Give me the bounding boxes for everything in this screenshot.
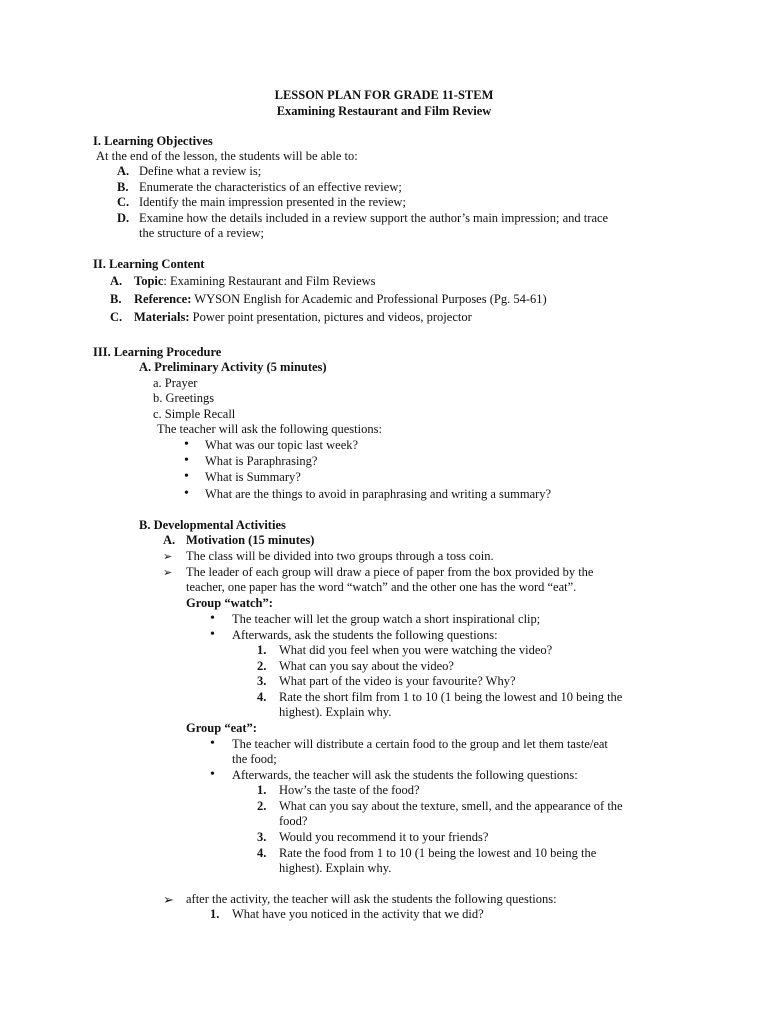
recall-question: What is Paraphrasing?	[205, 454, 318, 468]
question-number: 3.	[257, 674, 267, 688]
content-item-reference	[134, 292, 547, 308]
preliminary-step: a. Prayer	[153, 376, 198, 390]
arrow-bullet-icon: ➢	[163, 551, 173, 563]
question-number: 1.	[257, 783, 267, 797]
objectives-intro: At the end of the lesson, the students will be able to:	[96, 149, 358, 163]
eat-question-continuation: food?	[279, 814, 308, 828]
content-marker: C.	[110, 310, 123, 324]
question-number: 1.	[257, 643, 267, 657]
bullet-icon: •	[184, 453, 189, 468]
content-marker: B.	[110, 292, 122, 306]
eat-question-continuation: highest). Explain why.	[279, 861, 392, 875]
developmental-heading: B. Developmental Activities	[139, 518, 286, 532]
objective-marker: C.	[117, 195, 130, 209]
group-eat-step: Afterwards, the teacher will ask the students the following questions:	[232, 768, 578, 782]
recall-question: What is Summary?	[205, 470, 301, 484]
watch-question-continuation: highest). Explain why.	[279, 705, 392, 719]
watch-question: Rate the short film from 1 to 10 (1 being the lowest and 10 being the	[279, 690, 623, 704]
motivation-step: The leader of each group will draw a piece of paper from the box provided by the	[186, 565, 594, 579]
after-question: What have you noticed in the activity that we did?	[232, 907, 484, 921]
objective-marker: B.	[117, 180, 129, 194]
content-value: WYSON English for Academic and Professional Purposes (Pg. 54-61)	[191, 292, 547, 306]
objective-item: Identify the main impression presented in the review;	[139, 195, 406, 209]
eat-question: What can you say about the texture, smell, and the appearance of the	[279, 799, 623, 813]
content-label: Topic	[134, 274, 164, 288]
content-item-materials	[134, 310, 472, 326]
group-watch-heading: Group “watch”:	[186, 596, 273, 610]
preliminary-step: b. Greetings	[153, 391, 215, 405]
preliminary-intro: The teacher will ask the following questions:	[157, 422, 382, 436]
recall-question: What are the things to avoid in paraphrasing and writing a summary?	[205, 487, 552, 501]
preliminary-step: c. Simple Recall	[153, 407, 236, 421]
eat-question: Rate the food from 1 to 10 (1 being the lowest and 10 being the	[279, 846, 597, 860]
objectives-heading: I. Learning Objectives	[93, 134, 213, 148]
arrow-bullet-icon: ➢	[163, 567, 173, 579]
question-number: 4.	[257, 690, 267, 704]
document-subtitle: Examining Restaurant and Film Review	[276, 104, 492, 118]
watch-question: What part of the video is your favourite? Why?	[279, 674, 516, 688]
content-heading: II. Learning Content	[93, 257, 205, 271]
watch-question: What did you feel when you were watching the video?	[279, 643, 553, 657]
question-number: 4.	[257, 846, 267, 860]
eat-question: Would you recommend it to your friends?	[279, 830, 489, 844]
objective-marker: D.	[117, 211, 130, 225]
objective-item: Define what a review is;	[139, 164, 262, 178]
question-number: 3.	[257, 830, 267, 844]
bullet-icon: •	[184, 469, 189, 484]
bullet-icon: •	[210, 736, 215, 751]
document-title: LESSON PLAN FOR GRADE 11-STEM	[274, 88, 494, 102]
group-eat-heading: Group “eat”:	[186, 721, 257, 735]
eat-question: How’s the taste of the food?	[279, 783, 420, 797]
motivation-step: The class will be divided into two groups through a toss coin.	[186, 549, 494, 563]
question-number: 2.	[257, 799, 267, 813]
after-activity-text: after the activity, the teacher will ask the students the following questions:	[186, 892, 557, 906]
bullet-icon: •	[210, 627, 215, 642]
content-label: Reference:	[134, 292, 192, 306]
bullet-icon: •	[184, 486, 189, 501]
content-item-topic	[134, 274, 376, 290]
objective-marker: A.	[117, 164, 130, 178]
arrow-bullet-icon: ➢	[163, 892, 174, 907]
objective-item-continuation: the structure of a review;	[139, 226, 264, 240]
group-eat-step: The teacher will distribute a certain food to the group and let them taste/eat	[232, 737, 608, 751]
content-value: Power point presentation, pictures and videos, projector	[189, 310, 472, 324]
question-number: 1.	[210, 907, 220, 921]
group-watch-step: Afterwards, ask the students the following questions:	[232, 628, 498, 642]
motivation-heading: Motivation (15 minutes)	[186, 533, 315, 547]
recall-question: What was our topic last week?	[205, 438, 359, 452]
objective-item: Examine how the details included in a review support the author’s main impression; and trace	[139, 211, 609, 225]
motivation-marker: A.	[163, 533, 176, 547]
question-number: 2.	[257, 659, 267, 673]
watch-question: What can you say about the video?	[279, 659, 454, 673]
group-watch-step: The teacher will let the group watch a short inspirational clip;	[232, 612, 541, 626]
bullet-icon: •	[210, 611, 215, 626]
bullet-icon: •	[210, 767, 215, 782]
preliminary-heading: A. Preliminary Activity (5 minutes)	[139, 360, 327, 374]
content-marker: A.	[110, 274, 123, 288]
group-eat-step-continuation: the food;	[232, 752, 277, 766]
content-label: Materials:	[134, 310, 190, 324]
procedure-heading: III. Learning Procedure	[93, 345, 222, 359]
bullet-icon: •	[184, 437, 189, 452]
motivation-step-continuation: teacher, one paper has the word “watch” and the other one has the word “eat”.	[186, 580, 577, 594]
content-value: : Examining Restaurant and Film Reviews	[163, 274, 376, 288]
objective-item: Enumerate the characteristics of an effective review;	[139, 180, 402, 194]
